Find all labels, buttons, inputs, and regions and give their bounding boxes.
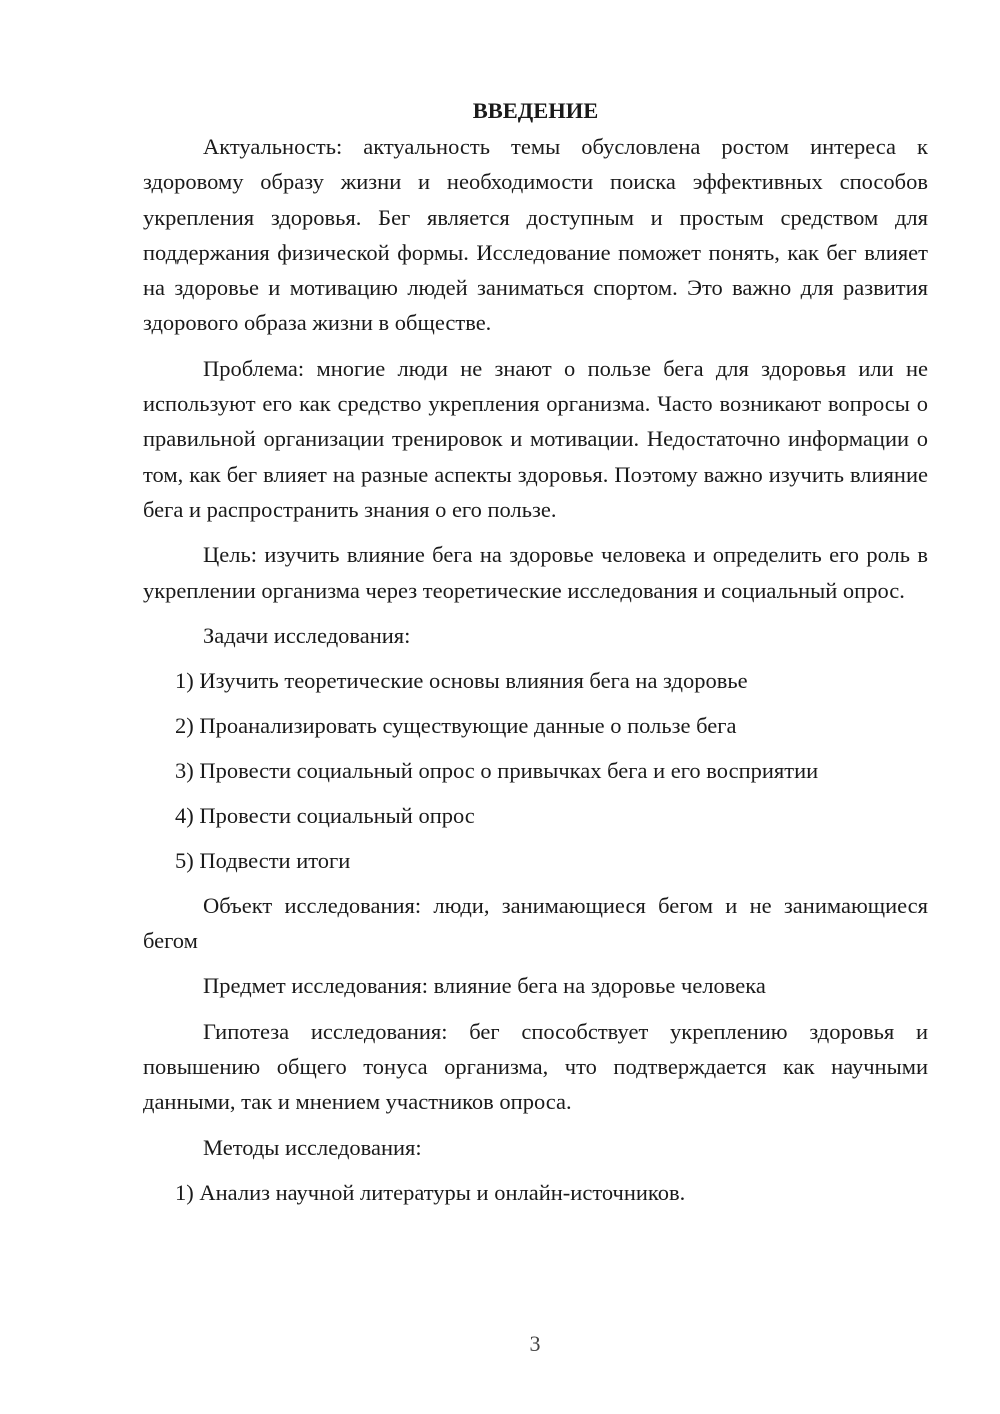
tasks-list: [143, 663, 928, 878]
list-item: 1) Изучить теоретические основы влияния бега на здоровье: [175, 667, 748, 693]
section-heading: ВВЕДЕНИЕ: [472, 98, 599, 123]
list-item: 4) Провести социальный опрос: [175, 802, 475, 828]
list-item: 3) Провести социальный опрос о привычках бега и его восприятии: [175, 757, 819, 783]
list-item: 5) Подвести итоги: [175, 847, 351, 873]
methods-list: [143, 1175, 928, 1210]
list-item: 2) Проанализировать существующие данные о пользе бега: [175, 712, 737, 738]
goal-paragraph: Цель: изучить влияние бега на здоровье человека и определить его роль в укреплении организма через теоретические исследования и социальный опрос.: [143, 542, 928, 603]
tasks-label: Задачи исследования:: [203, 622, 411, 648]
page-number: 3: [529, 1331, 541, 1356]
subject-paragraph: Предмет исследования: влияние бега на здоровье человека: [203, 973, 766, 999]
object-paragraph: Объект исследования: люди, занимающиеся бегом и не занимающиеся бегом: [143, 892, 928, 954]
list-item: 1) Анализ научной литературы и онлайн-источников.: [175, 1179, 686, 1205]
hypothesis-paragraph: Гипотеза исследования: бег способствует укреплению здоровья и повышению общего тонуса организма, что подтверждается как научными данными, так и мнением участников опроса.: [143, 1018, 928, 1115]
relevance-paragraph: Актуальность: актуальность темы обусловлена ростом интереса к здоровому образу жизни и необходимости поиска эффективных способов укрепления здоровья. Бег является доступным и простым средством для поддержания физической формы. Исследование поможет понять, как бег влияет на здоровье и мотивацию людей заниматься спортом. Это важно для развития здорового образа жизни в обществе.: [143, 134, 928, 336]
methods-label: Методы исследования:: [203, 1134, 422, 1160]
document-page: [143, 95, 928, 1220]
problem-paragraph: Проблема: многие люди не знают о пользе бега для здоровья или не используют его как средство укрепления организма. Часто возникают вопросы о правильной организации тренировок и мотивации. Недостаточно информации о том, как бег влияет на разные аспекты здоровья. Поэтому важно изучить влияние бега и распространить знания о его пользе.: [143, 355, 928, 522]
